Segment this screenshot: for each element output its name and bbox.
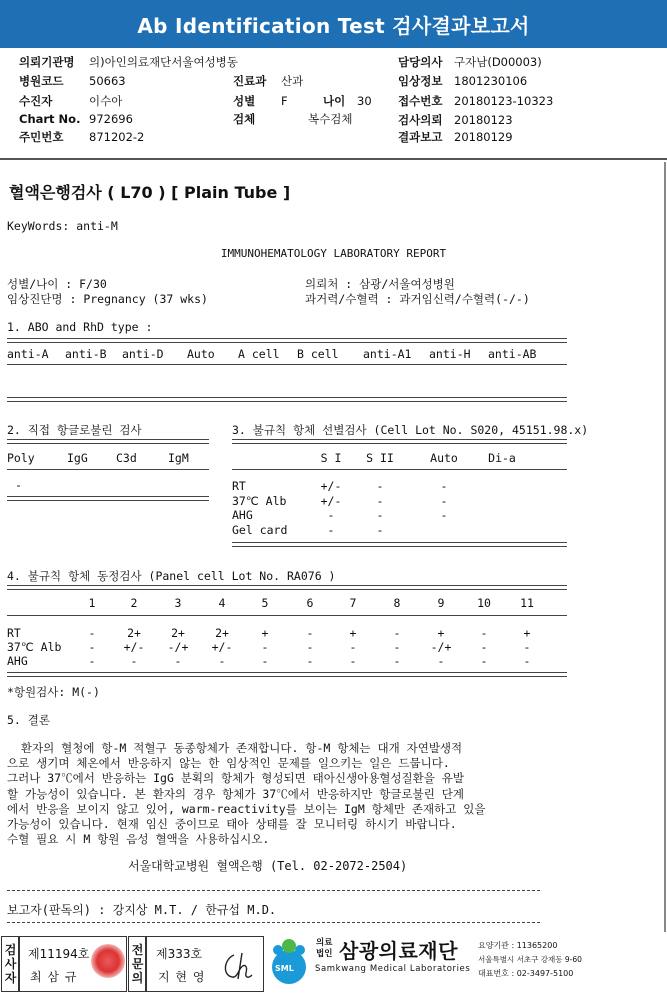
screen-cell: - (327, 508, 335, 522)
panel-cell: + (349, 626, 357, 640)
header-divider (0, 158, 667, 160)
inspector-name: 최 삼 규 (30, 970, 78, 984)
panel-cell: + (261, 626, 269, 640)
panel-cell: -/+ (167, 640, 189, 654)
inspector-seal-icon (91, 944, 125, 978)
institution-row: 의뢰기관명 의)아인의료재단서울여성병동 (19, 55, 238, 69)
sex-age: 성별/나이 : F/30 (7, 277, 107, 291)
dat-col-header: Poly (7, 451, 35, 465)
panel-col-header: 8 (393, 596, 401, 610)
screen-cell: - (440, 493, 448, 508)
abo-col-header: anti-B (65, 347, 107, 361)
patient-row: 수진자 이수아 (19, 94, 123, 108)
panel-cell: 2+ (171, 626, 185, 640)
panel-mid-rule (7, 615, 567, 616)
conclusion-line: 할 가능성이 있습니다. 본 환자의 경우 항체가 37℃에서 반응하지만 항글로불린 단계 (7, 786, 464, 801)
keywords: KeyWords: anti-M (7, 219, 118, 233)
dat-col-header: IgG (67, 451, 88, 465)
screen-top-rule (232, 439, 567, 444)
logo-sml-text: SML (275, 964, 294, 973)
dat-col-header: C3d (116, 451, 137, 465)
antigen-test: *항원검사: M(-) (7, 685, 100, 699)
panel-cell: - (480, 626, 488, 640)
requester: 의뢰처 : 삼광/서울여성병원 (305, 277, 455, 291)
department-row: 진료과 산과 (233, 74, 304, 88)
resident-no-row: 주민번호 871202-2 (19, 130, 145, 144)
panel-cell: - (306, 626, 314, 640)
panel-cell: +/- (211, 640, 233, 654)
screen-bottom-rule (232, 542, 567, 547)
abo-title: 1. ABO and RhD type : (7, 320, 153, 334)
panel-col-header: 4 (218, 596, 226, 610)
report-title: Ab Identification Test 검사결과보고서 (137, 14, 530, 38)
hospital-line: 서울대학교병원 혈액은행 (Tel. 02-2072-2504) (128, 859, 408, 873)
screen-cell: - (440, 508, 448, 522)
panel-title: 4. 불규칙 항체 동정검사 (Panel cell Lot No. RA076 ) (7, 569, 336, 583)
abo-col-header: B cell (297, 347, 339, 361)
panel-cell: - (393, 654, 401, 668)
screen-row-label: RT (232, 479, 246, 493)
panel-col-header: 5 (261, 596, 269, 610)
screen-cell: - (376, 508, 384, 522)
panel-row-label: 37℃ Alb (7, 640, 62, 654)
report-title-bar (0, 0, 667, 48)
lab-title: IMMUNOHEMATOLOGY LABORATORY REPORT (220, 247, 447, 260)
screen-col-header: Di-a (488, 451, 516, 465)
screen-cell: - (327, 522, 335, 537)
panel-col-header: 11 (520, 596, 534, 610)
panel-cell: - (88, 626, 96, 640)
panel-col-header: 2 (130, 596, 138, 610)
screen-row-label: AHG (232, 508, 253, 522)
screen-cell: - (376, 479, 384, 493)
signature-icon (220, 949, 256, 983)
panel-cell: - (218, 654, 226, 668)
reporter-bottom-rule (7, 922, 540, 923)
panel-cell: - (306, 640, 314, 654)
panel-cell: -/+ (430, 640, 452, 654)
screen-cell: - (376, 493, 384, 508)
abo-col-header: A cell (238, 347, 280, 361)
screen-col-header: Auto (430, 451, 458, 465)
panel-row-label: RT (7, 626, 21, 640)
panel-top-rule (7, 585, 567, 590)
panel-cell: - (306, 654, 314, 668)
panel-cell: - (480, 654, 488, 668)
panel-cell: 2+ (127, 626, 141, 640)
panel-col-header: 9 (437, 596, 445, 610)
abo-top-rule (7, 338, 567, 343)
panel-cell: - (393, 626, 401, 640)
screen-cell: - (376, 522, 384, 537)
conclusion-line: 에서 반응을 보이지 않고 있어, warm-reactivity를 보이는 IgM 항체만 존재하고 있을 (7, 801, 486, 816)
clinical-info-row: 임상정보 1801230106 (398, 74, 528, 88)
panel-col-header: 1 (88, 596, 96, 610)
dat-top-rule (7, 439, 209, 444)
panel-cell: +/- (123, 640, 145, 654)
screen-col-header: S II (366, 451, 394, 465)
footer (0, 932, 667, 996)
screen-mid-rule (232, 469, 567, 470)
abo-col-header: Auto (187, 347, 215, 361)
reporter-top-rule (7, 890, 540, 891)
doctor-row: 담당의사 구자남(D00003) (398, 55, 542, 69)
dat-title: 2. 직접 항글로불린 검사 (7, 423, 142, 437)
inspector-label: 검 사 자 (4, 943, 17, 985)
panel-cell: 2+ (215, 626, 229, 640)
panel-col-header: 6 (306, 596, 314, 610)
sml-logo-icon (268, 936, 310, 988)
dat-mid-rule (7, 469, 209, 470)
panel-cell: - (88, 654, 96, 668)
conclusion-line: 으로 생기며 체온에서 반응하지 않는 한 임상적인 문제를 일으키는 일은 드뭅니다. (7, 756, 450, 771)
panel-bottom-rule (7, 672, 567, 677)
screen-col-header: S I (320, 451, 342, 465)
panel-cell: - (349, 654, 357, 668)
inspector-box (18, 936, 127, 992)
dat-bottom-rule (7, 496, 209, 501)
panel-cell: - (437, 654, 445, 668)
request-date-row: 검사의뢰 20180123 (398, 113, 513, 127)
panel-cell: - (261, 640, 269, 654)
screen-cell: +/- (320, 493, 342, 508)
dat-col-header: IgM (168, 451, 189, 465)
abo-col-header: anti-AB (488, 347, 537, 361)
panel-cell: - (261, 654, 269, 668)
specialist-label: 전 문 의 (131, 943, 144, 985)
conclusion-line: 그러나 37℃에서 반응하는 IgG 분획의 항체가 형성되면 태아신생아용혈성질환을 유발 (7, 771, 464, 786)
panel-col-header: 7 (349, 596, 357, 610)
diagnosis: 임상진단명 : Pregnancy (37 wks) (7, 292, 208, 306)
panel-col-header: 3 (174, 596, 182, 610)
panel-cell: - (130, 654, 138, 668)
panel-cell: - (174, 654, 182, 668)
history: 과거력/수혈력 : 과거임신력/수혈력(-/-) (305, 292, 530, 306)
panel-cell: - (88, 640, 96, 654)
screen-cell: +/- (320, 479, 342, 493)
reporter: 보고자(판독의) : 강지상 M.T. / 한규섭 M.D. (7, 903, 277, 917)
panel-col-header: 10 (477, 596, 491, 610)
screen-title: 3. 불규칙 항체 선별검사 (Cell Lot No. S020, 45151.98.x) (232, 423, 589, 437)
panel-cell: + (437, 626, 445, 640)
org-info-1: 요양기관 : 11365200 (478, 941, 558, 950)
inspector-no: 제11194호 (28, 947, 90, 961)
abo-col-header: anti-D (122, 347, 164, 361)
org-info-2: 서울특별시 서초구 강재동 9-60 (478, 955, 582, 964)
org-en: Samkwang Medical Laboratories (315, 964, 471, 974)
specialist-box (145, 936, 264, 992)
panel-cell: - (480, 640, 488, 654)
conclusion-line: 환자의 혈청에 항-M 적혈구 동종항체가 존재합니다. 항-M 항체는 대개 자연발생적 (7, 741, 463, 755)
panel-cell: - (349, 640, 357, 654)
specialist-name: 지 현 영 (158, 970, 206, 984)
abo-bottom-rule (7, 397, 567, 402)
abo-col-header: anti-H (429, 347, 471, 361)
specimen-row: 검체 복수검체 (233, 112, 353, 126)
abo-col-header: anti-A1 (363, 347, 412, 361)
conclusion-title: 5. 결론 (7, 713, 50, 727)
section-title: 혈액은행검사 ( L70 ) [ Plain Tube ] (9, 183, 291, 202)
org-info-3: 대표번호 : 02-3497-5100 (478, 969, 574, 978)
org-prefix: 의료 법인 (316, 938, 333, 959)
abo-col-header: anti-A (7, 347, 49, 361)
abo-mid-rule (7, 364, 567, 365)
receipt-no-row: 접수번호 20180123-10323 (398, 94, 554, 108)
screen-cell: - (440, 479, 448, 493)
report-date-row: 결과보고 20180129 (398, 130, 513, 144)
sex-row: 성별 F 나이 30 (233, 94, 372, 108)
panel-cell: - (523, 654, 531, 668)
panel-row-label: AHG (7, 654, 28, 668)
conclusion-line: 수혈 필요 시 M 항원 음성 혈액을 사용하십시오. (7, 832, 270, 847)
org-name: 삼광의료재단 (339, 939, 458, 963)
conclusion-line: 가능성이 있습니다. 현재 임신 중이므로 태아 상태를 잘 모니터링 하시기 바랍니다. (7, 817, 457, 831)
screen-row-label: Gel card (232, 522, 288, 537)
screen-row-label: 37℃ Alb (232, 493, 287, 508)
chart-no-row: Chart No. 972696 (19, 112, 133, 126)
panel-cell: + (523, 626, 531, 640)
hospital-code-row: 병원코드 50663 (19, 74, 126, 88)
specialist-no: 제333호 (156, 947, 203, 961)
dat-value: - (15, 478, 22, 492)
panel-cell: - (523, 640, 531, 654)
panel-cell: - (393, 640, 401, 654)
